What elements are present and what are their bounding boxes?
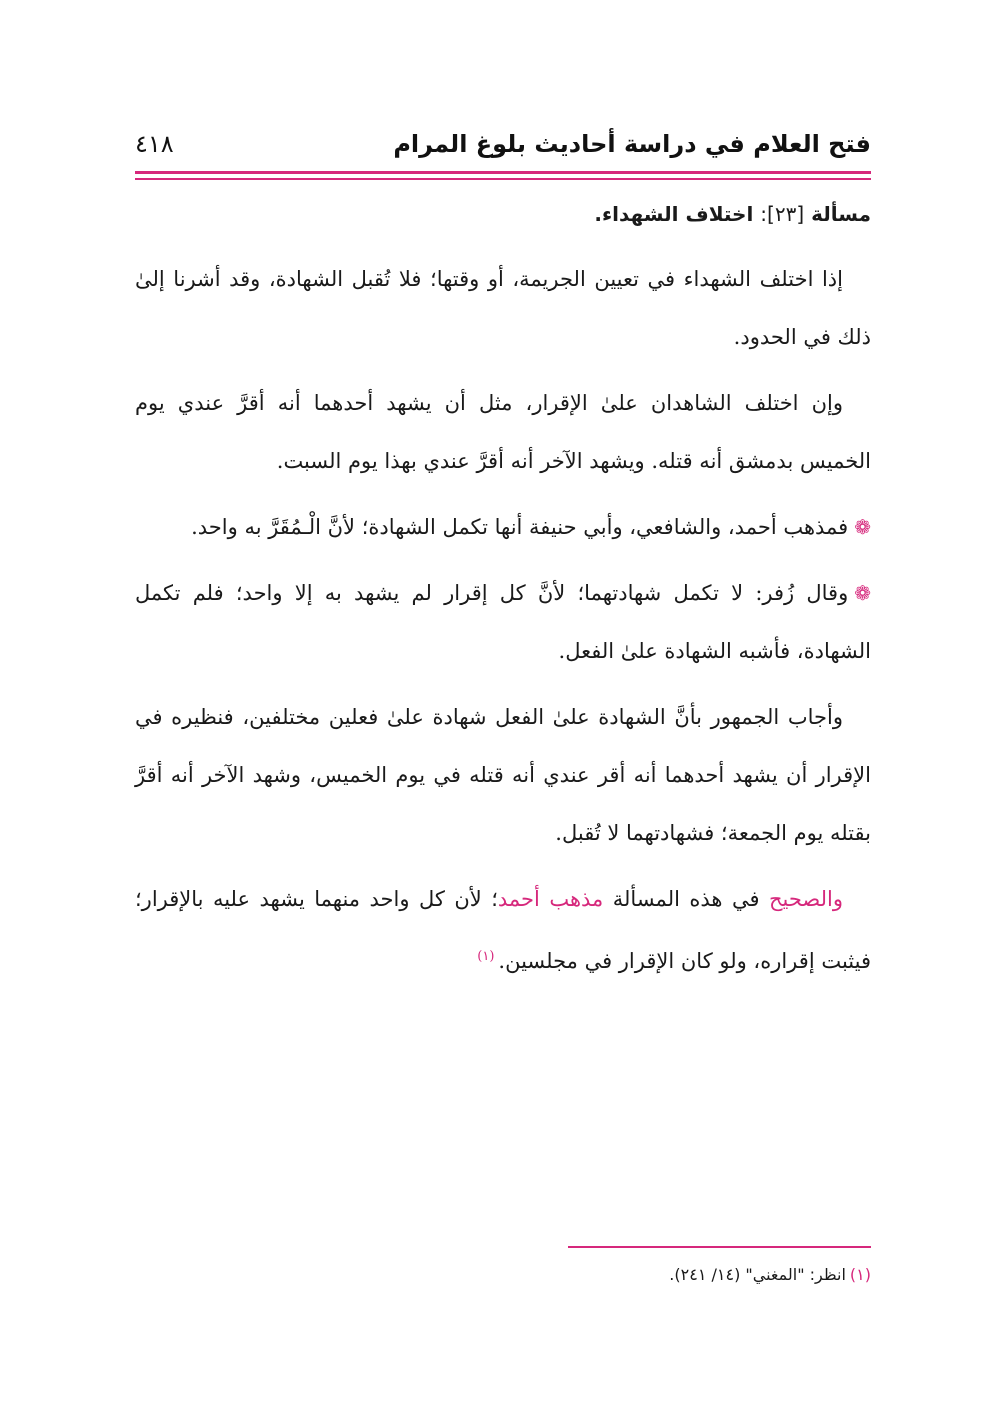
- paragraph-1: إذا اختلف الشهداء في تعيين الجريمة، أو وقتها؛ فلا تُقبل الشهادة، وقد أشرنا إلىٰ ذلك في الحدود.: [135, 267, 871, 349]
- paragraph-6: [135, 870, 871, 990]
- footnote-separator: [568, 1246, 871, 1248]
- footnote-number: (١): [849, 1265, 871, 1284]
- flower-icon: ❁: [854, 515, 871, 539]
- paragraph-6-part-2: ؛ لأن كل واحد منهما يشهد عليه بالإقرار؛ فيثبت إقراره، ولو كان الإقرار في مجلسين.: [135, 887, 871, 973]
- paragraph-6-part-1: في هذه المسألة: [603, 887, 769, 911]
- issue-label: مسألة: [811, 202, 871, 226]
- paragraph-3-text: فمذهب أحمد، والشافعي، وأبي حنيفة أنها تكمل الشهادة؛ لأنَّ الْـمُقَرَّ به واحد.: [191, 515, 849, 539]
- footnote-reference[interactable]: (١): [477, 949, 495, 964]
- paragraph-2: وإن اختلف الشاهدان علىٰ الإقرار، مثل أن يشهد أحدهما أنه أقرَّ عندي يوم الخميس بدمشق أنه قتله. ويشهد الآخر أنه أقرَّ عندي بهذا يوم السبت.: [135, 391, 871, 473]
- page-number: ٤١٨: [135, 130, 174, 158]
- paragraph-3: [135, 498, 871, 556]
- paragraph-5: وأجاب الجمهور بأنَّ الشهادة علىٰ الفعل شهادة علىٰ فعلين مختلفين، فنظيره في الإقرار أن يشهد أحدهما أنه أقر عندي أنه قتله في يوم الخميس، وشهد الآخر أنه أقرَّ بقتله يوم الجمعة؛ فشهادتهما لا تُقبل.: [135, 705, 871, 845]
- issue-heading: [135, 196, 871, 232]
- flower-icon: ❁: [854, 581, 871, 605]
- header-rule-thick: [135, 171, 871, 174]
- header-rule-thin: [135, 178, 871, 180]
- highlight-madhhab: مذهب أحمد: [497, 887, 604, 911]
- footnote: [135, 1262, 871, 1288]
- page-header: [135, 128, 871, 168]
- paragraph-4: [135, 564, 871, 680]
- page-body: [135, 196, 871, 998]
- issue-title: اختلاف الشهداء.: [594, 202, 754, 226]
- paragraph-4-text: وقال زُفر: لا تكمل شهادتهما؛ لأنَّ كل إقرار لم يشهد به إلا واحد؛ فلم تكمل الشهادة، فأشبه الشهادة علىٰ الفعل.: [135, 581, 871, 663]
- issue-number: [٢٣]:: [760, 202, 805, 226]
- running-title: فتح العلام في دراسة أحاديث بلوغ المرام: [393, 130, 871, 158]
- footnote-text: انظر: "المغني" (١٤/ ٢٤١).: [669, 1265, 846, 1284]
- highlight-sahih: والصحيح: [768, 887, 844, 911]
